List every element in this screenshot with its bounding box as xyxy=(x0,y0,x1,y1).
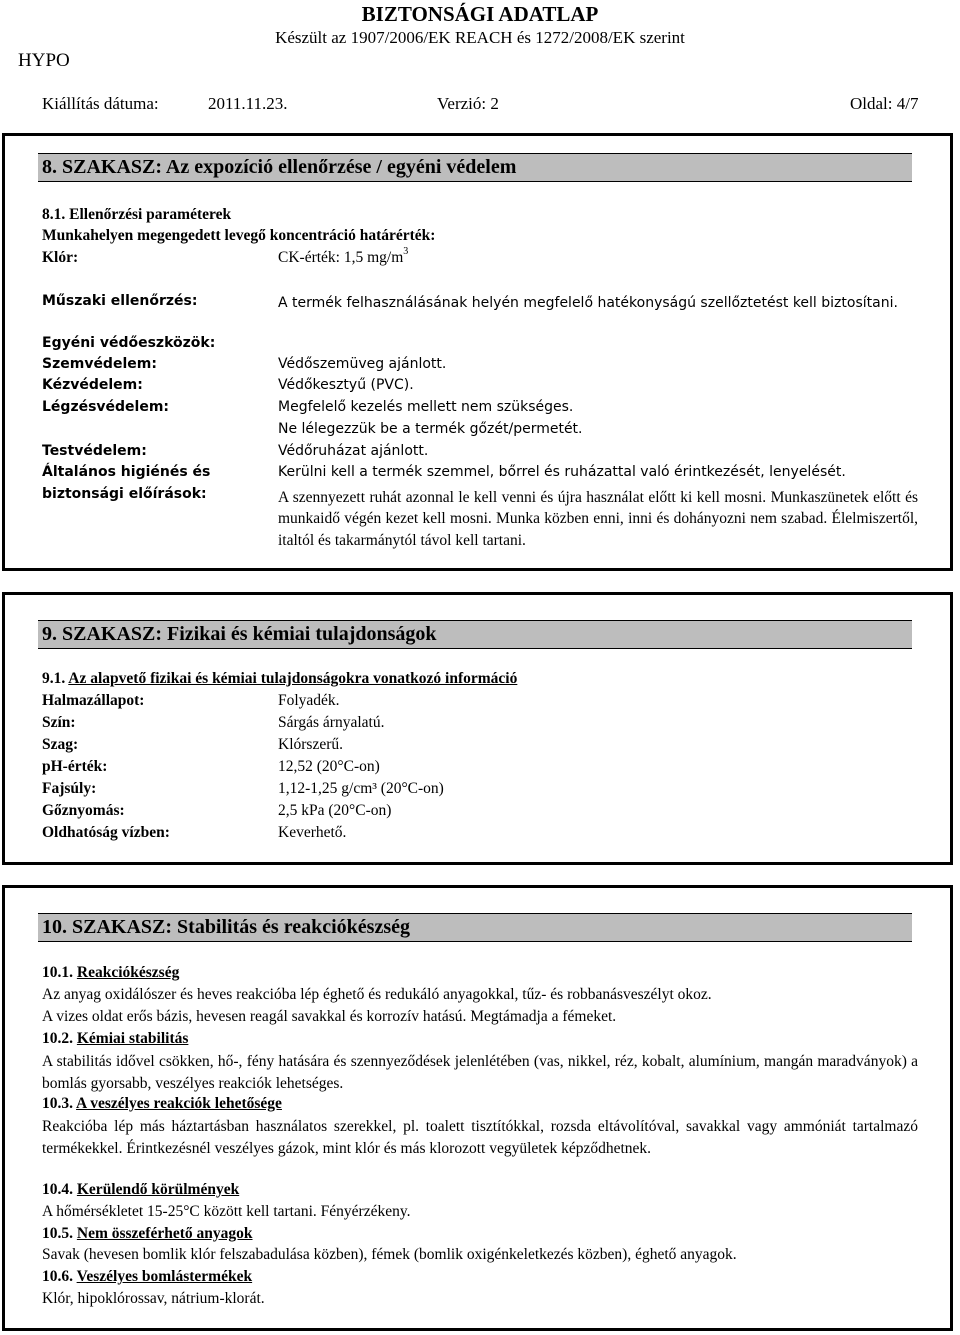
s10-p4: A hőmérsékletet 15-25°C között kell tartani. Fényérzékeny. xyxy=(42,1203,411,1220)
issue-date-label: Kiállítás dátuma: xyxy=(42,94,159,113)
s8-label-hygiene-2: biztonsági előírások: xyxy=(42,486,207,502)
s9-value-solubility: Keverhető. xyxy=(278,824,347,841)
s9-label-color: Szín: xyxy=(42,714,76,731)
s8-value-hygiene-rest: A szennyezett ruhát azonnal le kell venni és újra használat előtt ki kell mosni. Munkaszünetek előtt és munkaidő végén kezet kell mosni. Munka közben enni, inni és dohányozni nem szabad. Élelmiszertől, italtól és takarmánytól távol kell tartani. xyxy=(278,488,918,549)
s10-p5: Savak (hevesen bomlik klór felszabadulása közben), fémek (bomlik oxigénkeletkezés közben), éghető anyagok. xyxy=(42,1246,737,1263)
s9-value-vapor: 2,5 kPa (20°C-on) xyxy=(278,802,392,819)
s8-chlor-label: Klór: xyxy=(42,249,79,266)
s10-p1b: A vizes oldat erős bázis, hevesen reagál savakkal és korrozív hatású. Megtámadja a fémeket. xyxy=(42,1008,617,1025)
s10-p3: Reakcióba lép más háztartásban használatos szerekkel, pl. toalett tisztítókkal, rozsda eltávolítóval, savakkal vagy ammóniát tartalmazó termékekkel. Érintkezésnél veszélyes gázok, mint klór és más klorozott vegyületek képződhetnek. xyxy=(42,1118,918,1157)
s9-value-odor: Klórszerű. xyxy=(278,736,343,753)
s8-limit-title: Munkahelyen megengedett levegő koncentráció határérték: xyxy=(42,227,436,244)
product-name: HYPO xyxy=(18,50,70,71)
s8-label-resp: Légzésvédelem: xyxy=(42,399,170,415)
s8-label-hygiene: Általános higiénés és xyxy=(42,464,211,480)
s8-value-eye: Védőszemüveg ajánlott. xyxy=(278,356,447,372)
document-subtitle: Készült az 1907/2006/EK REACH és 1272/2008/EK szerint xyxy=(275,28,685,47)
s8-value-resp: Megfelelő kezelés mellett nem szükséges. xyxy=(278,399,574,415)
version: Verzió: 2 xyxy=(437,94,499,113)
s8-label-ppe: Egyéni védőeszközök: xyxy=(42,335,216,351)
s8-value-hygiene: Kerülni kell a termék szemmel, bőrrel és ruházattal való érintkezését, lenyelését. xyxy=(278,464,846,480)
page-number: Oldal: 4/7 xyxy=(850,94,919,113)
section-8-heading: 8. SZAKASZ: Az expozíció ellenőrzése / egyéni védelem xyxy=(38,153,912,182)
s9-label-solubility: Oldhatóság vízben: xyxy=(42,824,170,841)
s10-h6: 10.6. Veszélyes bomlástermékek xyxy=(42,1268,253,1285)
s10-h2: 10.2. Kémiai stabilitás xyxy=(42,1030,189,1047)
s9-label-density: Fajsúly: xyxy=(42,780,97,797)
s9-value-state: Folyadék. xyxy=(278,692,340,709)
s9-label-odor: Szag: xyxy=(42,736,79,753)
s8-value-resp-2: Ne lélegezzük be a termék gőzét/permetét. xyxy=(278,421,583,437)
s10-p2: A stabilitás idővel csökken, hő-, fény hatására és szennyeződések jelenlétében (vas, nikkel, réz, kobalt, alumínium, mangán maradványok) a bomlás gyorsabb, veszélyes reakciók lehetséges. xyxy=(42,1053,918,1092)
issue-date: 2011.11.23. xyxy=(208,94,288,113)
s8-chlor-value: CK-érték: 1,5 $mg/m^3$ xyxy=(278,245,409,266)
s8-value-hand: Védőkesztyű (PVC). xyxy=(278,377,414,393)
s9-label-ph: pH-érték: xyxy=(42,758,108,775)
s9-value-color: Sárgás árnyalatú. xyxy=(278,714,385,731)
s9-value-density: 1,12-1,25 g/cm³ (20°C-on) xyxy=(278,780,444,797)
s10-p6: Klór, hipoklórossav, nátrium-klorát. xyxy=(42,1290,265,1307)
s10-h3: 10.3. A veszélyes reakciók lehetősége xyxy=(42,1095,282,1112)
s10-h1: 10.1. Reakciókészség xyxy=(42,964,180,981)
s8-value-technical: A termék felhasználásának helyén megfelelő hatékonyságú szellőztetést kell biztosítani. xyxy=(278,295,898,311)
s8-label-body: Testvédelem: xyxy=(42,443,147,459)
s8-label-eye: Szemvédelem: xyxy=(42,356,157,372)
s10-h4: 10.4. Kerülendő körülmények xyxy=(42,1181,240,1198)
s9-label-vapor: Gőznyomás: xyxy=(42,802,125,819)
document-title: BIZTONSÁGI ADATLAP xyxy=(361,2,599,26)
s8-label-technical: Műszaki ellenőrzés: xyxy=(42,293,198,309)
section-9-heading: 9. SZAKASZ: Fizikai és kémiai tulajdonságok xyxy=(38,620,912,649)
s10-h5: 10.5. Nem összeférhető anyagok xyxy=(42,1225,253,1242)
s9-subtitle: 9.1. Az alapvető fizikai és kémiai tulajdonságokra vonatkozó információ xyxy=(42,670,518,687)
section-10-heading: 10. SZAKASZ: Stabilitás és reakciókészség xyxy=(38,913,912,942)
s8-value-body: Védőruházat ajánlott. xyxy=(278,443,429,459)
s10-p1: Az anyag oxidálószer és heves reakcióba lép éghető és redukáló anyagokkal, tűz- és robbanásveszélyt okoz. xyxy=(42,986,712,1003)
s9-label-state: Halmazállapot: xyxy=(42,692,145,709)
s8-label-hand: Kézvédelem: xyxy=(42,377,143,393)
s8-subtitle: 8.1. Ellenőrzési paraméterek xyxy=(42,206,232,223)
s9-value-ph: 12,52 (20°C-on) xyxy=(278,758,380,775)
